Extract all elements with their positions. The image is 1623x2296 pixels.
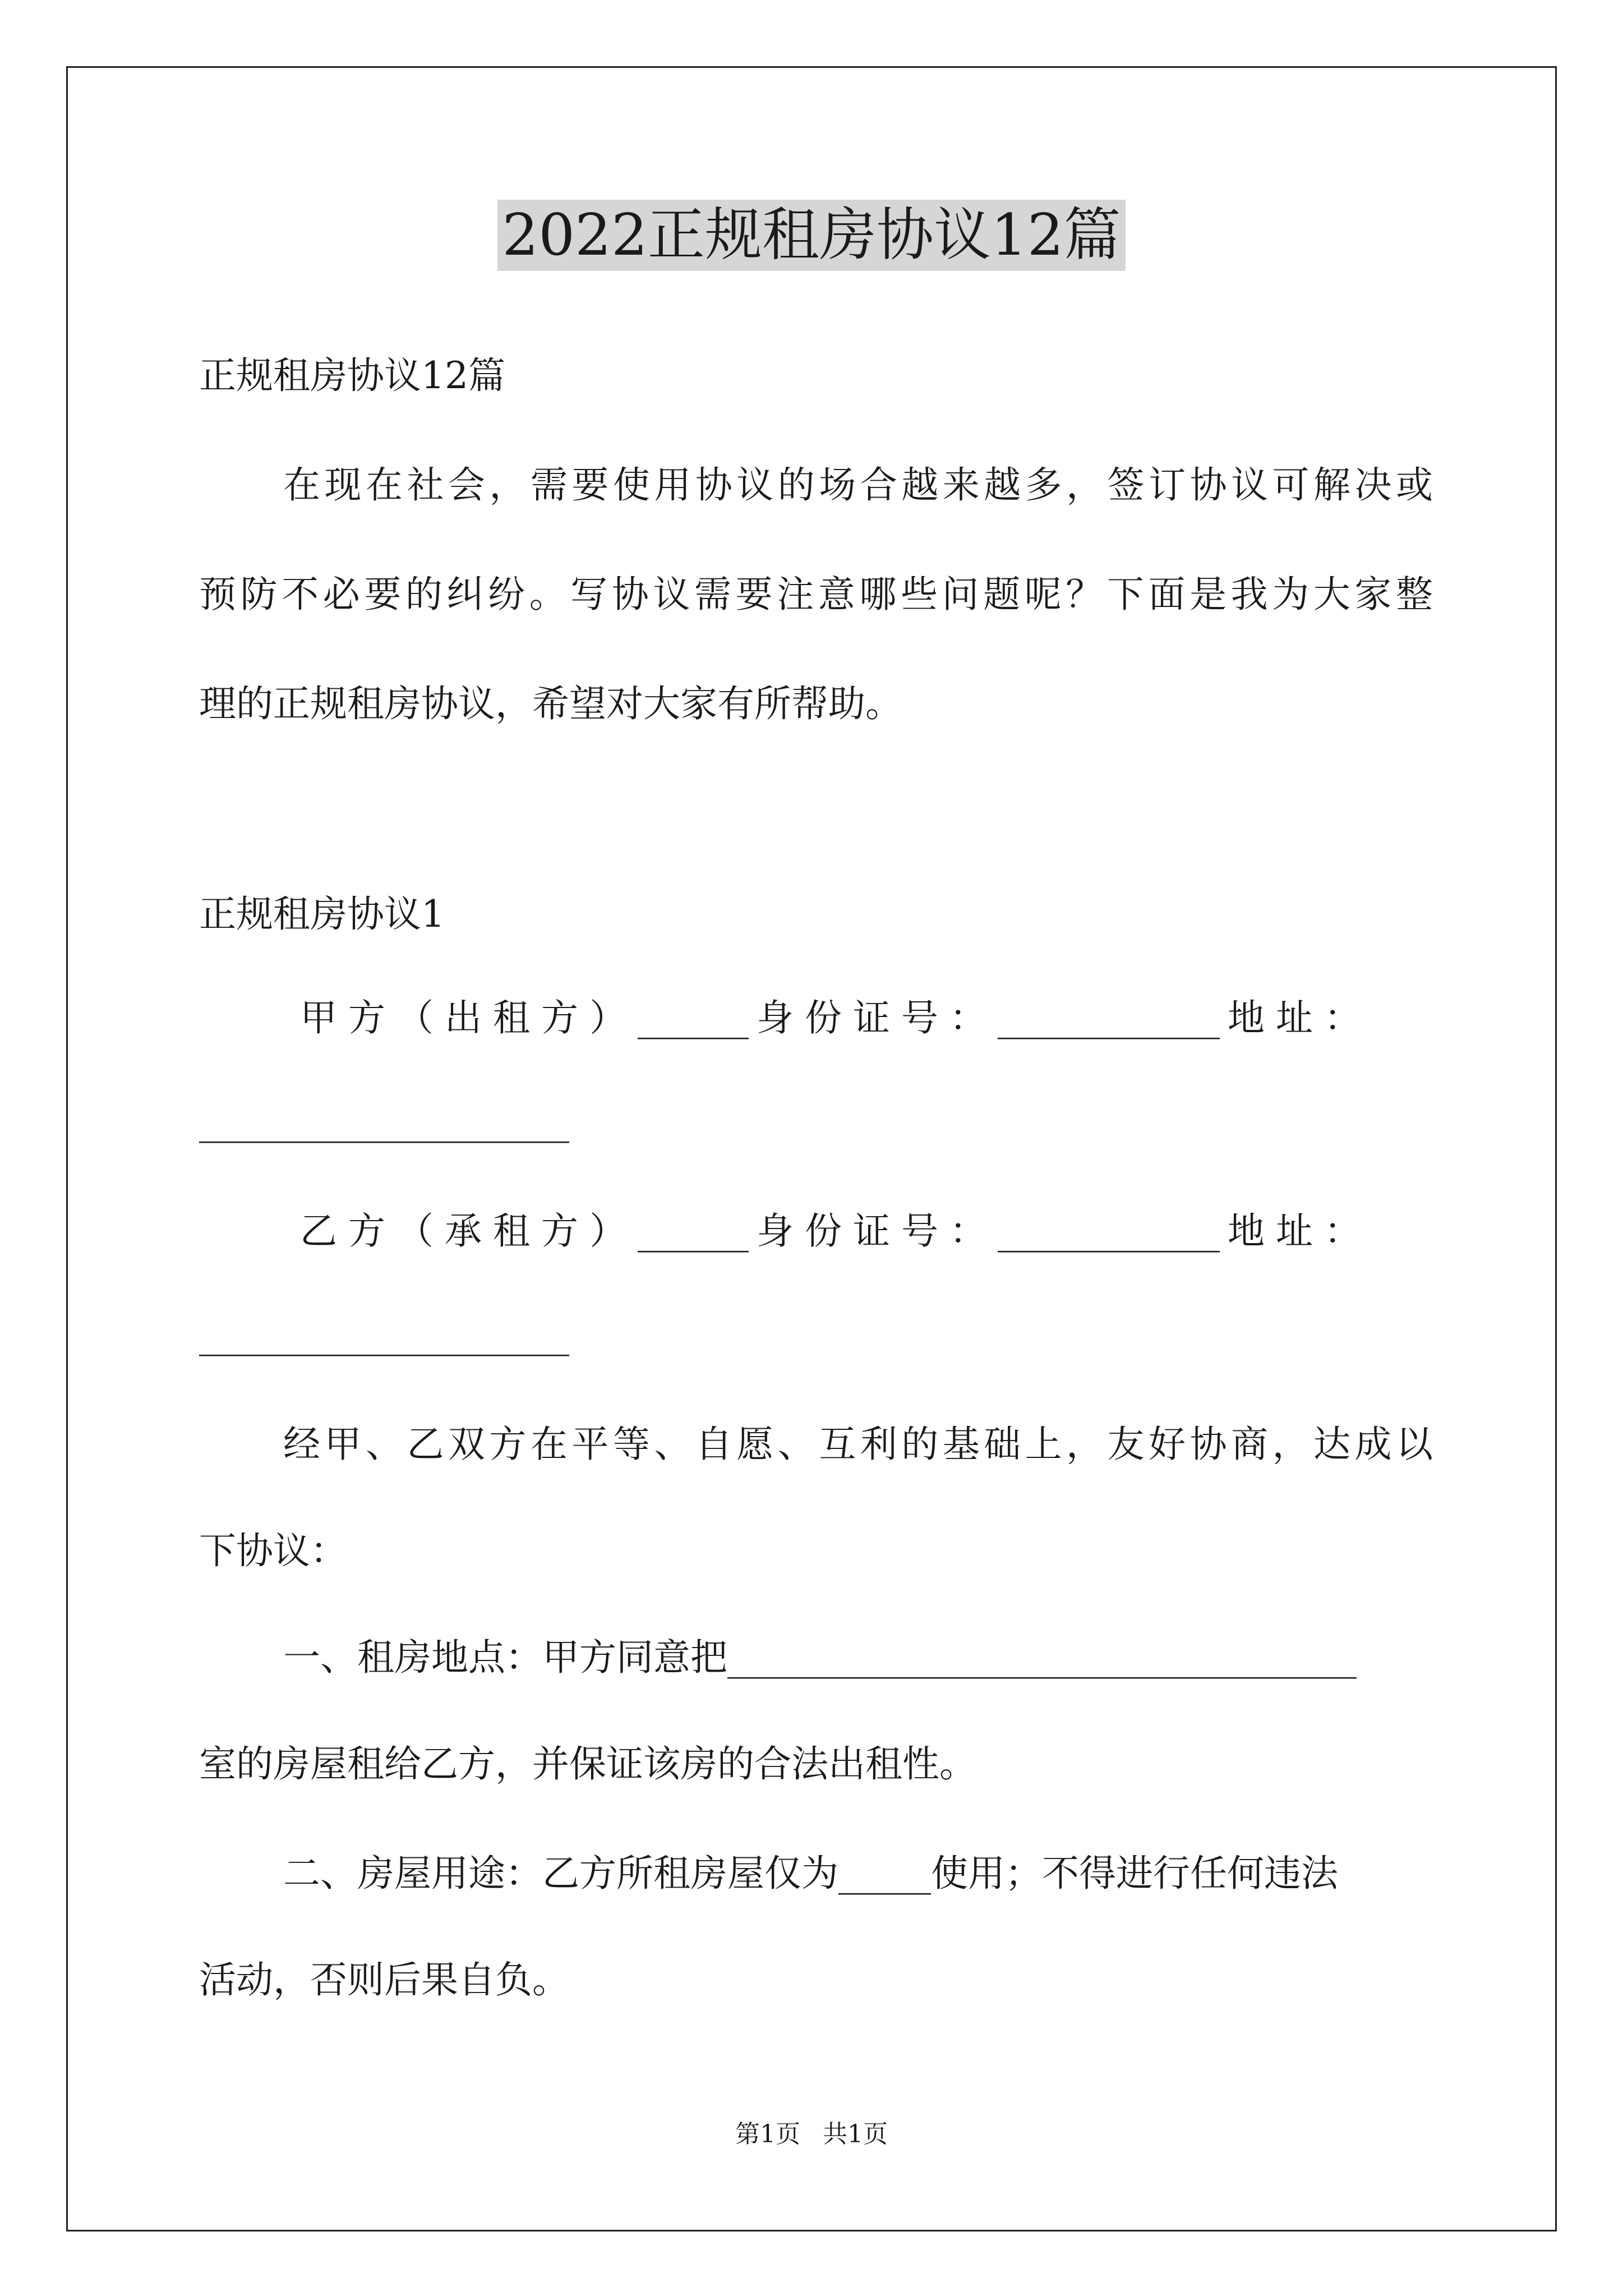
clause-1-blank: __________________________________ [727,1636,1357,1679]
party-b-id-label: 身份证号： [757,1209,998,1253]
clause-2-line [283,1846,1433,1902]
party-b-blank-name: ______ [638,1209,749,1253]
party-a-blank-name: ______ [638,996,749,1039]
party-b-label: 乙方（承租方） [300,1209,638,1253]
page-current: 第1页 [735,2120,800,2148]
clause-1-line [283,1630,1433,1686]
document-subtitle: 正规租房协议12篇 [199,354,505,397]
party-a-blank-id: ____________ [998,996,1220,1039]
party-a-address-blank: ____________________ [199,1100,569,1143]
clause-1-continuation: 室的房屋租给乙方，并保证该房的合法出租性。 [199,1742,976,1786]
agreement-line-1: 经甲、乙双方在平等、自愿、互利的基础上，友好协商，达成以 [283,1423,1433,1466]
clause-2-continuation: 活动，否则后果自负。 [199,1958,569,2001]
document-title [0,194,1623,278]
party-b-address-label: 地址： [1228,1209,1372,1253]
document-title-text: 2022正规租房协议12篇 [497,200,1125,271]
section-heading: 正规租房协议1 [199,892,445,936]
intro-line-1: 在现在社会，需要使用协议的场合越来越多，签订协议可解决或 [283,463,1433,507]
agreement-line-2: 下协议： [199,1529,347,1572]
page-total: 共1页 [823,2120,888,2148]
party-a-label: 甲方（出租方） [300,996,638,1039]
party-a-line [300,990,1433,1046]
party-b-address-blank: ____________________ [199,1313,569,1356]
party-a-address-label: 地址： [1228,996,1372,1039]
party-b-blank-id: ____________ [998,1209,1220,1253]
clause-2-prefix: 二、房屋用途：乙方所租房屋仅为 [283,1852,838,1895]
page-footer [0,2118,1623,2151]
intro-line-2: 预防不必要的纠纷。写协议需要注意哪些问题呢？下面是我为大家整 [199,573,1433,616]
party-a-id-label: 身份证号： [757,996,998,1039]
clause-1-prefix: 一、租房地点：甲方同意把 [283,1636,727,1679]
party-b-line [300,1203,1433,1259]
intro-line-3: 理的正规租房协议，希望对大家有所帮助。 [199,682,902,725]
clause-2-suffix: 使用；不得进行任何违法 [931,1852,1338,1895]
clause-2-blank: _____ [838,1852,931,1895]
